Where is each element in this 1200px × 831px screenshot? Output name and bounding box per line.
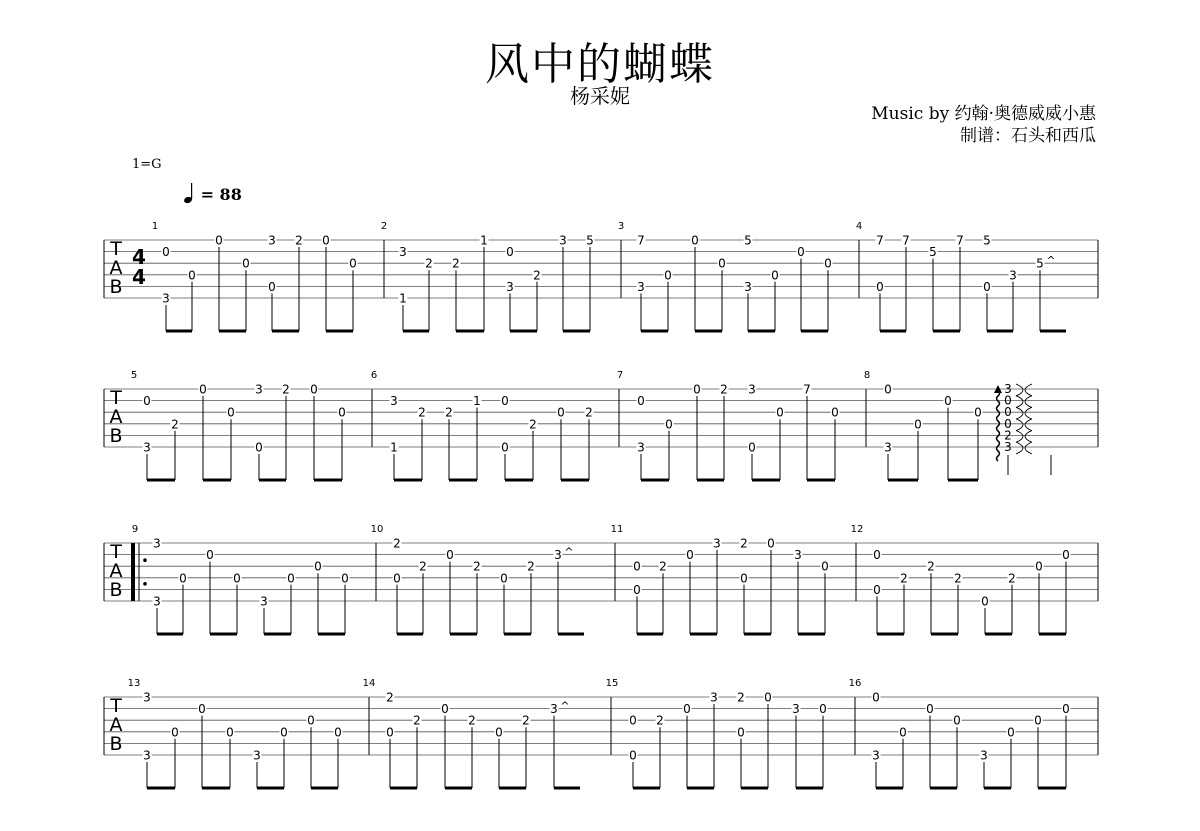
fret-number: 0 [872,690,880,705]
fret-number: 0 [338,405,346,420]
fret-number: 0 [334,725,342,740]
fret-number: 0 [162,245,170,260]
fret-number: 2 [585,405,593,420]
fret-number: 3 [506,279,514,294]
fret-number: 0 [873,548,881,563]
fret-number: 3 [153,536,161,551]
fret-number: 0 [633,582,641,597]
fret-number: 0 [683,702,691,717]
fret-number: 0 [748,440,756,455]
fret-number: 2 [900,571,908,586]
fret-number: 3 [390,394,398,409]
fret-number: 0 [557,405,565,420]
fret-number: 0 [500,571,508,586]
fret-number: 3 [554,548,562,563]
fret-number: 3 [143,748,151,763]
fret-number: 0 [1007,725,1015,740]
measure-number: 13 [127,678,141,689]
fret-number: 2 [737,690,745,705]
time-signature-bottom: 4 [132,265,146,289]
fret-number: 2 [740,536,748,551]
fret-number: 3 [980,748,988,763]
fret-number: 7 [803,382,811,397]
measure-number: 16 [848,678,862,689]
measure-number: 6 [370,370,378,381]
fret-number: 2 [425,256,433,271]
fret-number: 7 [876,233,884,248]
tab-clef-letter: T [110,541,122,563]
fret-number: 2 [659,559,667,574]
fret-number: 3 [637,279,645,294]
repeat-thick-bar [131,543,135,601]
fret-number: 0 [1035,559,1043,574]
measure-number: 2 [380,221,388,232]
fret-number: 1 [480,233,488,248]
fret-number: 0 [501,394,509,409]
fret-number: 7 [637,233,645,248]
fret-number: 2 [452,256,460,271]
tempo-value: = 88 [200,185,242,204]
fret-number: 5 [744,233,752,248]
fret-number: 0 [349,256,357,271]
song-title: 风中的蝴蝶 [485,39,715,90]
measure-number: 10 [370,524,384,535]
tab-clef-letter: A [109,714,123,736]
key-signature: 1=G [132,157,162,172]
tab-clef-letter: T [110,387,122,409]
tie-arc [1025,384,1032,396]
fret-number: 3 [1009,268,1017,283]
tie-arc [1016,407,1023,419]
fret-number: 1 [473,394,481,409]
tie-arc [1025,442,1032,454]
fret-number: 0 [341,571,349,586]
fret-number: 2 [522,713,530,728]
fret-number: 2 [927,559,935,574]
fret-number: 3 [794,548,802,563]
fret-number: 0 [188,268,196,283]
fret-number: 2 [413,713,421,728]
fret-number: 0 [233,571,241,586]
measure-number: 4 [855,221,863,232]
harmonic-mark: ^ [564,545,574,559]
fret-number: 0 [876,279,884,294]
fret-number: 0 [227,405,235,420]
fret-number: 0 [393,571,401,586]
fret-number: 5 [929,245,937,260]
tie-arc [1016,384,1023,396]
fret-number: 0 [718,256,726,271]
chord-fret-number: 0 [1004,416,1012,431]
fret-number: 0 [310,382,318,397]
fret-number: 0 [198,702,206,717]
chord-fret-number: 3 [1004,382,1012,396]
chord-fret-number: 0 [1004,405,1012,420]
fret-number: 0 [1034,713,1042,728]
fret-number: 3 [162,291,170,306]
tie-arc [1016,419,1023,431]
fret-number: 0 [819,702,827,717]
tab-clef-letter: A [109,406,123,428]
fret-number: 0 [280,725,288,740]
fret-number: 0 [926,702,934,717]
measure-number: 7 [616,370,624,381]
chord-fret-number: 3 [1004,440,1012,454]
tie-arc [1025,396,1032,408]
fret-number: 3 [253,748,261,763]
measure-number: 3 [617,221,625,232]
fret-number: 0 [764,690,772,705]
fret-number: 0 [441,702,449,717]
fret-number: 7 [956,233,964,248]
fret-number: 0 [171,725,179,740]
fret-number: 0 [226,725,234,740]
tab-clef-letter: T [110,695,122,717]
fret-number: 0 [824,256,832,271]
tie-arc [1025,430,1032,442]
fret-number: 0 [797,245,805,260]
tab-clef-letter: B [109,276,123,298]
fret-number: 3 [559,233,567,248]
tab-clef-letter: B [109,425,123,447]
tie-arc [1016,442,1023,454]
time-signature-top: 4 [132,245,146,269]
fret-number: 3 [884,440,892,455]
tie-arc [1016,396,1023,408]
fret-number: 0 [322,233,330,248]
fret-number: 1 [399,291,407,306]
measure-number: 11 [610,524,624,535]
fret-number: 0 [206,548,214,563]
fret-number: 3 [637,440,645,455]
fret-number: 0 [199,382,207,397]
fret-number: 2 [418,405,426,420]
fret-number: 0 [255,440,263,455]
fret-number: 0 [740,571,748,586]
fret-number: 0 [506,245,514,260]
fret-number: 0 [981,594,989,609]
fret-number: 2 [954,571,962,586]
fret-number: 0 [821,559,829,574]
artist-name: 杨采妮 [570,84,630,108]
fret-number: 0 [215,233,223,248]
fret-number: 3 [744,279,752,294]
fret-number: 2 [527,559,535,574]
fret-number: 2 [720,382,728,397]
measure-number: 9 [131,524,139,535]
fret-number: 3 [143,440,151,455]
fret-number: 2 [282,382,290,397]
fret-number: 0 [268,279,276,294]
fret-number: 0 [884,382,892,397]
fret-number: 0 [974,405,982,420]
fret-number: 3 [550,702,558,717]
arpeggio-wave [997,391,1000,461]
fret-number: 3 [710,690,718,705]
measure-number: 1 [151,221,159,232]
fret-number: 0 [1062,702,1070,717]
fret-number: 3 [268,233,276,248]
fret-number: 0 [767,536,775,551]
repeat-dot [143,582,147,586]
fret-number: 2 [533,268,541,283]
fret-number: 2 [171,417,179,432]
tie-arc [1025,407,1032,419]
fret-number: 2 [1008,571,1016,586]
measure-number: 15 [605,678,619,689]
fret-number: 3 [872,748,880,763]
fret-number: 2 [386,690,394,705]
tie-arc [1025,419,1032,431]
fret-number: 5 [586,233,594,248]
fret-number: 2 [445,405,453,420]
fret-number: 5 [983,233,991,248]
fret-number: 0 [446,548,454,563]
fret-number: 0 [691,233,699,248]
fret-number: 3 [399,245,407,260]
fret-number: 0 [179,571,187,586]
chord-fret-number: 2 [1004,428,1012,443]
harmonic-mark: ^ [1046,254,1056,268]
fret-number: 0 [629,748,637,763]
fret-number: 0 [501,440,509,455]
fret-number: 0 [899,725,907,740]
measure-number: 8 [863,370,871,381]
fret-number: 0 [686,548,694,563]
fret-number: 0 [242,256,250,271]
fret-number: 3 [255,382,263,397]
tab-clef-letter: B [109,579,123,601]
fret-number: 0 [664,268,672,283]
fret-number: 0 [771,268,779,283]
measure-number: 12 [850,524,864,535]
fret-number: 3 [153,594,161,609]
fret-number: 0 [914,417,922,432]
fret-number: 0 [873,582,881,597]
tie-arc [1016,430,1023,442]
tab-clef-letter: B [109,733,123,755]
fret-number: 0 [143,394,151,409]
repeat-dot [143,558,147,562]
fret-number: 2 [468,713,476,728]
fret-number: 0 [495,725,503,740]
fret-number: 0 [944,394,952,409]
fret-number: 2 [529,417,537,432]
fret-number: 3 [792,702,800,717]
fret-number: 0 [637,394,645,409]
fret-number: 2 [656,713,664,728]
fret-number: 0 [776,405,784,420]
fret-number: 0 [953,713,961,728]
fret-number: 0 [1062,548,1070,563]
fret-number: 3 [748,382,756,397]
transcriber: 制谱：石头和西瓜 [960,126,1096,146]
fret-number: 3 [260,594,268,609]
fret-number: 0 [831,405,839,420]
measure-number: 5 [130,370,138,381]
fret-number: 2 [393,536,401,551]
fret-number: 1 [390,440,398,455]
fret-number: 3 [143,690,151,705]
fret-number: 3 [713,536,721,551]
fret-number: 2 [473,559,481,574]
fret-number: 0 [307,713,315,728]
fret-number: 0 [287,571,295,586]
music-by: Music by 约翰·奥德威威小惠 [871,104,1096,124]
fret-number: 0 [633,559,641,574]
fret-number: 0 [693,382,701,397]
tab-clef-letter: A [109,560,123,582]
fret-number: 0 [665,417,673,432]
tab-clef-letter: A [109,257,123,279]
fret-number: 7 [902,233,910,248]
measure-number: 14 [362,678,376,689]
fret-number: 0 [983,279,991,294]
tab-clef-letter: T [110,238,122,260]
chord-fret-number: 0 [1004,393,1012,408]
fret-number: 5 [1036,256,1044,271]
fret-number: 0 [629,713,637,728]
fret-number: 0 [314,559,322,574]
fret-number: 2 [419,559,427,574]
fret-number: 2 [295,233,303,248]
fret-number: 0 [386,725,394,740]
fret-number: 0 [737,725,745,740]
harmonic-mark: ^ [560,699,570,713]
